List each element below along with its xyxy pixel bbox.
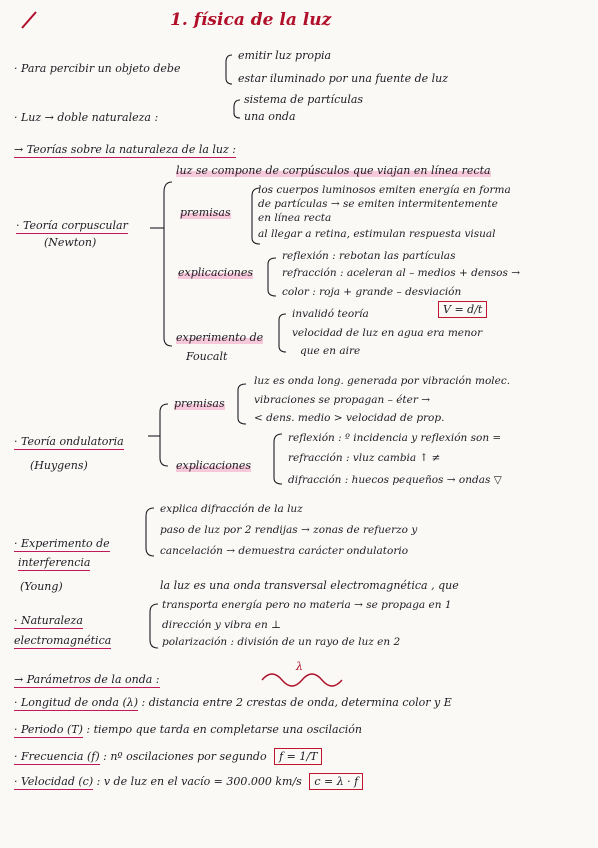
luz-option: sistema de partículas [244,93,364,106]
explicacion-line: difracción : huecos pequeños → ondas ▽ [288,474,502,486]
electro-name: electromagnética [14,634,112,647]
section-heading: → Parámetros de la onda : [14,673,160,686]
theory-name: · Teoría corpuscular [16,219,128,232]
page-title: 1. física de la luz [170,10,332,30]
parameter-name: · Periodo (T) [14,723,83,736]
parameter-name: · Frecuencia (f) [14,750,100,763]
experimento-author: Foucalt [186,350,228,363]
percibir-label: · Para percibir un objeto debe [14,62,181,75]
parameter-desc: : distancia entre 2 crestas de onda, determina color y E [141,696,452,709]
experiment-name: · Experimento de [14,537,110,550]
parameter-desc: : nº oscilaciones por segundo [103,750,267,763]
explicaciones-label: explicaciones [178,266,254,279]
theory-name: · Teoría ondulatoria [14,435,124,448]
formula-box: V = d/t [438,301,487,318]
explicacion-line: reflexión : rebotan las partículas [282,250,456,262]
experimento-line: invalidó teoría [292,308,369,320]
luz-option: una onda [244,110,296,123]
parameter-row [14,775,363,788]
premisas-label: premisas [180,206,231,219]
parameter-row [14,696,452,709]
electro-line: dirección y vibra en ⊥ [162,619,281,631]
luz-label: · Luz → doble naturaleza : [14,111,159,124]
premisa-line: luz es onda long. generada por vibración molec. [254,375,511,387]
theory-author: (Newton) [44,236,97,249]
experimento-line: que en aire [300,345,361,357]
electro-line: polarización : división de un rayo de luz en 2 [162,636,401,648]
formula-box: c = λ · f [309,773,363,790]
wavelength-label: λ [296,660,303,673]
percibir-option: emitir luz propia [238,49,332,62]
formula-box: f = 1/T [274,748,322,765]
experimento-line: velocidad de luz en agua era menor [292,327,483,339]
experiment-line: explica difracción de la luz [160,503,303,515]
premisa-line: los cuerpos luminosos emiten energía en forma [258,184,511,196]
explicacion-line: color : roja + grande – desviación [282,286,462,298]
experimento-label: experimento de [176,331,264,344]
explicaciones-label: explicaciones [176,459,252,472]
theory-author: (Huygens) [30,459,88,472]
experiment-author: (Young) [20,580,63,593]
premisa-line: de partículas → se emiten intermitentemente [258,198,498,210]
explicacion-line: refracción : aceleran al – medios + densos → [282,267,521,279]
explicacion-line: refracción : vluz cambia ↑ ≠ [288,452,441,464]
premisas-label: premisas [174,397,225,410]
premisa-line: en línea recta [258,212,332,224]
parameter-row [14,723,362,736]
section-heading: → Teorías sobre la naturaleza de la luz : [14,143,237,156]
explicacion-line: reflexión : º incidencia y reflexión son = [288,432,502,444]
premisa-line: < dens. medio > velocidad de prop. [254,412,445,424]
parameter-name: · Velocidad (c) [14,775,94,788]
experiment-name: interferencia [18,556,91,569]
parameter-desc: : v de luz en el vacío = 300.000 km/s [96,775,302,788]
theory-intro: luz se compone de corpúsculos que viajan en línea recta [176,164,491,177]
electro-name: · Naturaleza [14,614,83,627]
parameter-row [14,750,322,763]
electro-line: transporta energía pero no materia → se propaga en 1 [162,599,452,611]
electro-intro: la luz es una onda transversal electromagnética , que [160,579,459,592]
percibir-option: estar iluminado por una fuente de luz [238,72,449,85]
experiment-line: paso de luz por 2 rendijas → zonas de refuerzo y [160,524,418,536]
parameter-name: · Longitud de onda (λ) [14,696,139,709]
experiment-line: cancelación → demuestra carácter ondulatorio [160,545,409,557]
premisa-line: vibraciones se propagan – éter → [254,394,431,406]
premisa-line: al llegar a retina, estimulan respuesta visual [258,228,496,240]
parameter-desc: : tiempo que tarda en completarse una oscilación [86,723,362,736]
